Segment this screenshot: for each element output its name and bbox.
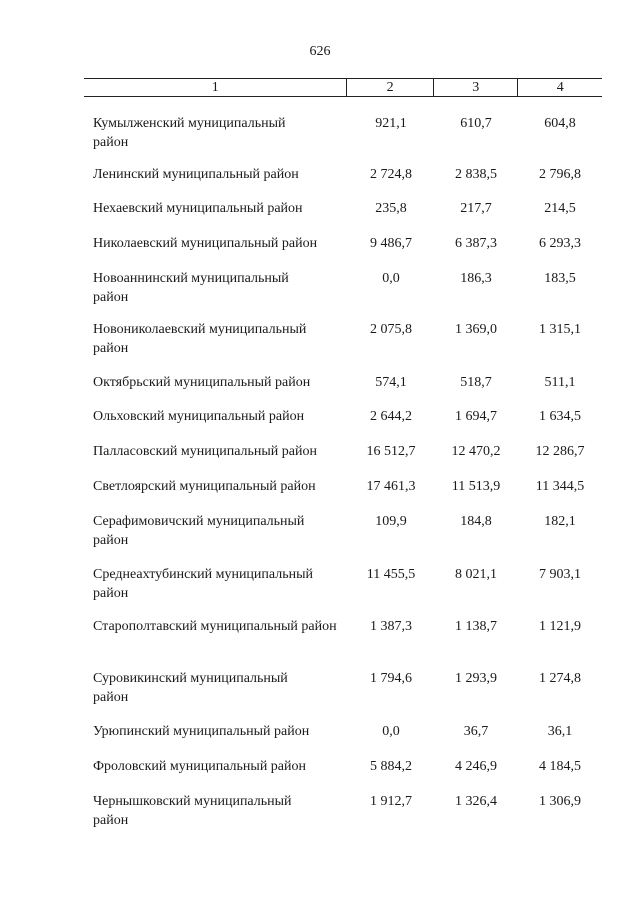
value-col-4: 11 344,5 (535, 479, 585, 494)
value-col-3: 1 369,0 (455, 322, 497, 337)
value-col-2: 1 912,7 (370, 794, 412, 809)
value-col-3: 186,3 (460, 271, 492, 286)
value-col-3: 610,7 (460, 116, 492, 131)
value-col-2: 11 455,5 (366, 567, 416, 582)
value-col-3: 518,7 (460, 375, 492, 390)
district-name: Николаевский муниципальный район (93, 236, 318, 251)
value-col-4: 7 903,1 (539, 567, 581, 582)
value-col-2: 17 461,3 (366, 479, 416, 494)
district-name: Октябрьский муниципальный район (93, 375, 311, 390)
value-col-4: 1 274,8 (539, 671, 581, 686)
value-col-4: 6 293,3 (539, 236, 581, 251)
page-number: 626 (309, 44, 331, 59)
header-col-3: 3 (433, 79, 518, 97)
value-col-2: 9 486,7 (370, 236, 412, 251)
value-col-3: 36,7 (463, 724, 489, 739)
district-name: Серафимовичский муниципальный район (93, 514, 305, 548)
value-col-3: 217,7 (460, 201, 492, 216)
district-name: Суровикинский муниципальный район (93, 671, 288, 705)
value-col-4: 1 634,5 (539, 409, 581, 424)
header-col-4: 4 (518, 79, 602, 97)
district-name: Ленинский муниципальный район (93, 167, 299, 182)
value-col-2: 0,0 (382, 724, 400, 739)
header-col-2: 2 (347, 79, 434, 97)
value-col-4: 12 286,7 (535, 444, 585, 459)
value-col-2: 235,8 (375, 201, 407, 216)
value-col-2: 1 387,3 (370, 619, 412, 634)
value-col-4: 182,1 (544, 514, 576, 529)
district-name: Светлоярский муниципальный район (93, 479, 316, 494)
value-col-2: 109,9 (375, 514, 407, 529)
district-name: Ольховский муниципальный район (93, 409, 305, 424)
value-col-2: 2 724,8 (370, 167, 412, 182)
value-col-2: 574,1 (375, 375, 407, 390)
value-col-4: 1 315,1 (539, 322, 581, 337)
district-name: Фроловский муниципальный район (93, 759, 307, 774)
district-name: Среднеахтубинский муниципальный район (93, 567, 314, 601)
district-name: Урюпинский муниципальный район (93, 724, 310, 739)
value-col-4: 1 121,9 (539, 619, 581, 634)
value-col-2: 2 644,2 (370, 409, 412, 424)
value-col-4: 2 796,8 (539, 167, 581, 182)
value-col-3: 2 838,5 (455, 167, 497, 182)
value-col-4: 1 306,9 (539, 794, 581, 809)
value-col-3: 12 470,2 (451, 444, 501, 459)
value-col-2: 2 075,8 (370, 322, 412, 337)
district-name: Нехаевский муниципальный район (93, 201, 303, 216)
district-name: Чернышковский муниципальный район (93, 794, 292, 828)
value-col-4: 36,1 (547, 724, 573, 739)
value-col-4: 511,1 (544, 375, 576, 390)
value-col-2: 0,0 (382, 271, 400, 286)
value-col-4: 4 184,5 (539, 759, 581, 774)
value-col-3: 1 694,7 (455, 409, 497, 424)
district-name: Кумылженский муниципальный район (93, 116, 286, 150)
value-col-2: 921,1 (375, 116, 407, 131)
value-col-3: 8 021,1 (455, 567, 497, 582)
value-col-3: 4 246,9 (455, 759, 497, 774)
header-col-1: 1 (84, 79, 347, 97)
district-name: Новониколаевский муниципальный район (93, 322, 307, 356)
value-col-4: 183,5 (544, 271, 576, 286)
value-col-4: 214,5 (544, 201, 576, 216)
value-col-2: 1 794,6 (370, 671, 412, 686)
value-col-3: 6 387,3 (455, 236, 497, 251)
value-col-2: 5 884,2 (370, 759, 412, 774)
district-name: Старополтавский муниципальный район (93, 619, 337, 634)
value-col-3: 11 513,9 (451, 479, 501, 494)
value-col-3: 1 293,9 (455, 671, 497, 686)
value-col-3: 1 326,4 (455, 794, 497, 809)
value-col-2: 16 512,7 (366, 444, 416, 459)
district-name: Новоаннинский муниципальный район (93, 271, 289, 305)
value-col-4: 604,8 (544, 116, 576, 131)
value-col-3: 1 138,7 (455, 619, 497, 634)
district-name: Палласовский муниципальный район (93, 444, 317, 459)
value-col-3: 184,8 (460, 514, 492, 529)
